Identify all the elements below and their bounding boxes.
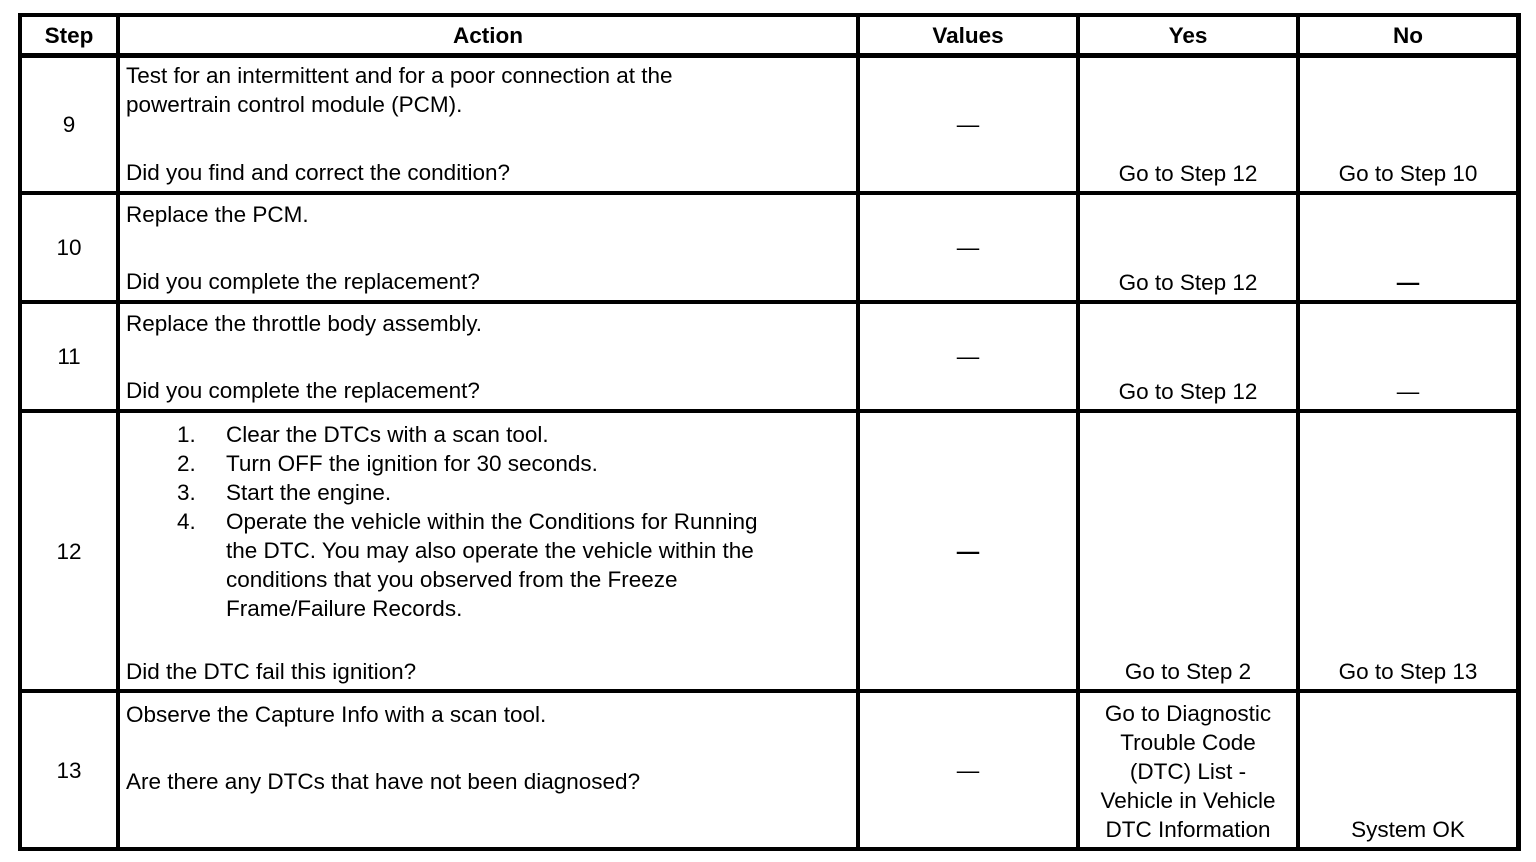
row-13-yes xyxy=(1080,693,1296,847)
row-11-action xyxy=(120,304,856,409)
row-13-action-line1: Observe the Capture Info with a scan tool. xyxy=(126,702,547,727)
row-9-values: — xyxy=(860,58,1076,191)
list-item: 4. Operate the vehicle within the Conditions for Running the DTC. You may also operate the vehicle within the conditions that you observed from the Freeze Frame/Failure Records. xyxy=(177,509,758,621)
row-12-yes-text: Go to Step 2 xyxy=(1124,659,1252,684)
row-13-action xyxy=(120,693,856,847)
row-9-action-line2: powertrain control module (PCM). xyxy=(126,92,463,117)
header-action: Action xyxy=(120,17,856,53)
row-10-question: Did you complete the replacement? xyxy=(126,269,480,294)
row-13-step: 13 xyxy=(22,693,116,847)
row-13-no xyxy=(1300,693,1516,847)
row-10-action xyxy=(120,195,856,300)
header-no: No xyxy=(1300,17,1516,53)
row-9-no-text: Go to Step 10 xyxy=(1338,161,1478,186)
row-12-no xyxy=(1300,413,1516,689)
row-13-no-text: System OK xyxy=(1351,817,1465,842)
row-9-question: Did you find and correct the condition? xyxy=(126,160,510,185)
row-12-step: 12 xyxy=(22,413,116,689)
row-10-no-text: — xyxy=(1396,270,1420,295)
row-13-values: — xyxy=(860,693,1076,847)
row-11-question: Did you complete the replacement? xyxy=(126,378,480,403)
header-yes: Yes xyxy=(1080,17,1296,53)
row-10-values: — xyxy=(860,195,1076,300)
row-13-yes-text: Go to Diagnostic Trouble Code (DTC) List - Vehicle in Vehicle DTC Information xyxy=(1100,701,1276,842)
row-9-step: 9 xyxy=(22,58,116,191)
row-12-values: — xyxy=(860,413,1076,689)
row-12-yes xyxy=(1080,413,1296,689)
row-13-question: Are there any DTCs that have not been diagnosed? xyxy=(126,769,641,794)
row-10-yes xyxy=(1080,195,1296,300)
row-9-yes xyxy=(1080,58,1296,191)
row-12-procedure-list xyxy=(120,420,758,623)
row-9-no xyxy=(1300,58,1516,191)
row-9-action xyxy=(120,58,856,191)
header-values: Values xyxy=(860,17,1076,53)
row-11-yes xyxy=(1080,304,1296,409)
list-item: 2. Turn OFF the ignition for 30 seconds. xyxy=(177,451,598,476)
row-11-values: — xyxy=(860,304,1076,409)
row-12-question: Did the DTC fail this ignition? xyxy=(126,659,417,684)
row-12-action xyxy=(120,413,856,689)
row-9-action-line1: Test for an intermittent and for a poor connection at the xyxy=(126,63,673,88)
row-10-step: 10 xyxy=(22,195,116,300)
row-10-yes-text: Go to Step 12 xyxy=(1118,270,1258,295)
row-11-no-text: — xyxy=(1396,379,1420,404)
row-12-no-text: Go to Step 13 xyxy=(1338,659,1478,684)
row-11-step: 11 xyxy=(22,304,116,409)
row-11-yes-text: Go to Step 12 xyxy=(1118,379,1258,404)
list-item: 3. Start the engine. xyxy=(177,480,392,505)
row-11-action-line1: Replace the throttle body assembly. xyxy=(126,311,483,336)
list-item: 1. Clear the DTCs with a scan tool. xyxy=(177,422,549,447)
header-step: Step xyxy=(22,17,116,53)
row-11-no xyxy=(1300,304,1516,409)
row-9-yes-text: Go to Step 12 xyxy=(1118,161,1258,186)
diagnostic-table xyxy=(18,13,1521,851)
row-10-no xyxy=(1300,195,1516,300)
row-10-action-line1: Replace the PCM. xyxy=(126,202,309,227)
